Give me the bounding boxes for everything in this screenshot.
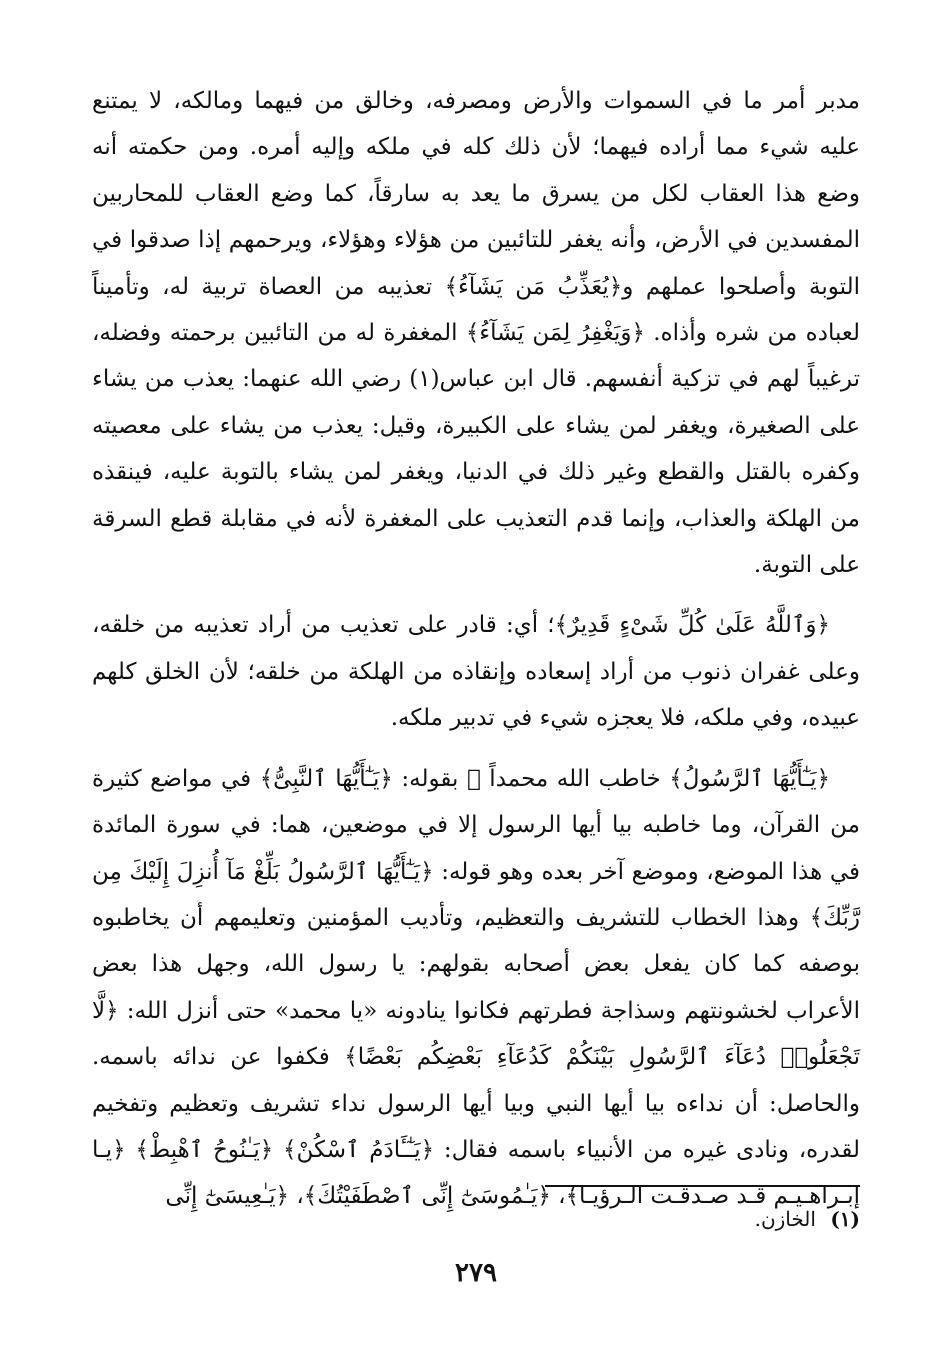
paragraph-2: ﴿وَٱللَّهُ عَلَىٰ كُلِّ شَىْءٍ قَدِيرٌ﴾؛ أي: قادر على تعذيب من أراد تعذيبه من خلقه، وعلى غفران ذنوب من أراد إسعاده وإنقاذه من الهلكة من خلقه؛ لأن الخلق كلهم عبيده، وفي ملكه، فلا يعجزه شيء في تدبير ملكه. — [92, 612, 860, 732]
footnote — [92, 1204, 860, 1234]
page-number: ٢٧٩ — [455, 1258, 497, 1288]
paragraph-3: ﴿يَـٰٓأَيُّهَا ٱلرَّسُولُ﴾ خاطب الله محمداً ﷺ بقوله: ﴿يَـٰٓأَيُّهَا ٱلنَّبِىُّ﴾ في مواضع كثيرة من القرآن، وما خاطبه بيا أيها الرسول إلا في موضعين، هما: في سورة المائدة في هذا الموضع، وموضع آخر بعده وهو قوله: ﴿يَـٰٓأَيُّهَا ٱلرَّسُولُ بَلِّغْ مَآ أُنزِلَ إِلَيْكَ مِن رَّبِّكَ﴾ وهذا الخطاب للتشريف والتعظيم، وتأديب المؤمنين وتعليمهم أن يخاطبوه بوصفه كما كان يفعل بعض أصحابه بقولهم: يا رسول الله، وجهل هذا بعض الأعراب لخشونتهم وسذاجة فطرتهم فكانوا ينادونه «يا محمد» حتى أنزل الله: ﴿لَّا تَجْعَلُوا۟ دُعَآءَ ٱلرَّسُولِ بَيْنَكُمْ كَدُعَآءِ بَعْضِكُم بَعْضًا﴾ فكفوا عن ندائه باسمه. والحاصل: أن نداءه بيا أيها النبي وبيا أيها الرسول نداء تشريف وتعظيم وتفخيم لقدره، ونادى غيره من الأنبياء باسمه فقال: ﴿يَـٰٓـَٔادَمُ ٱسْكُنْ﴾ ﴿يَـٰنُوحُ ٱهْبِطْ﴾ ﴿يـا إبـراهـيـم قـد صـدقـت الـرؤيـا﴾، ﴿يَـٰمُوسَىٰٓ إِنِّى ٱصْطَفَيْتُكَ﴾، ﴿يَـٰعِيسَىٰٓ إِنِّى — [92, 765, 860, 1210]
footnote-marker: (١) — [830, 1207, 860, 1231]
paragraph-1: مدبر أمر ما في السموات والأرض ومصرفه، وخالق من فيهما ومالكه، لا يمتنع عليه شيء مما أراده فيهما؛ لأن ذلك كله في ملكه وإليه أمره. ومن حكمته أنه وضع هذا العقاب لكل من يسرق ما يعد به سارقاً، كما وضع العقاب للمحاربين المفسدين في الأرض، وأنه يغفر للتائبين من هؤلاء وهؤلاء، ويرحمهم إذا صدقوا في التوبة وأصلحوا عملهم و﴿يُعَذِّبُ مَن يَشَآءُ﴾ تعذيبه من العصاة تربية له، وتأميناً لعباده من شره وأذاه. ﴿وَيَغْفِرُ لِمَن يَشَآءُ﴾ المغفرة له من التائبين برحمته وفضله، ترغيباً لهم في تزكية أنفسهم. قال ابن عباس(١) رضي الله عنهما: يعذب من يشاء على الصغيرة، ويغفر لمن يشاء على الكبيرة، وقيل: يعذب من يشاء على معصيته وكفره بالقتل والقطع وغير ذلك في الدنيا، ويغفر لمن يشاء بالتوبة عليه، فينقذه من الهلكة والعذاب، وإنما قدم التعذيب على المغفرة لأنه في مقابلة قطع السرقة على التوبة. — [92, 88, 860, 579]
main-text — [92, 78, 860, 1220]
footnote-text: الخازن. — [754, 1207, 816, 1231]
footnote-separator — [545, 1185, 860, 1187]
